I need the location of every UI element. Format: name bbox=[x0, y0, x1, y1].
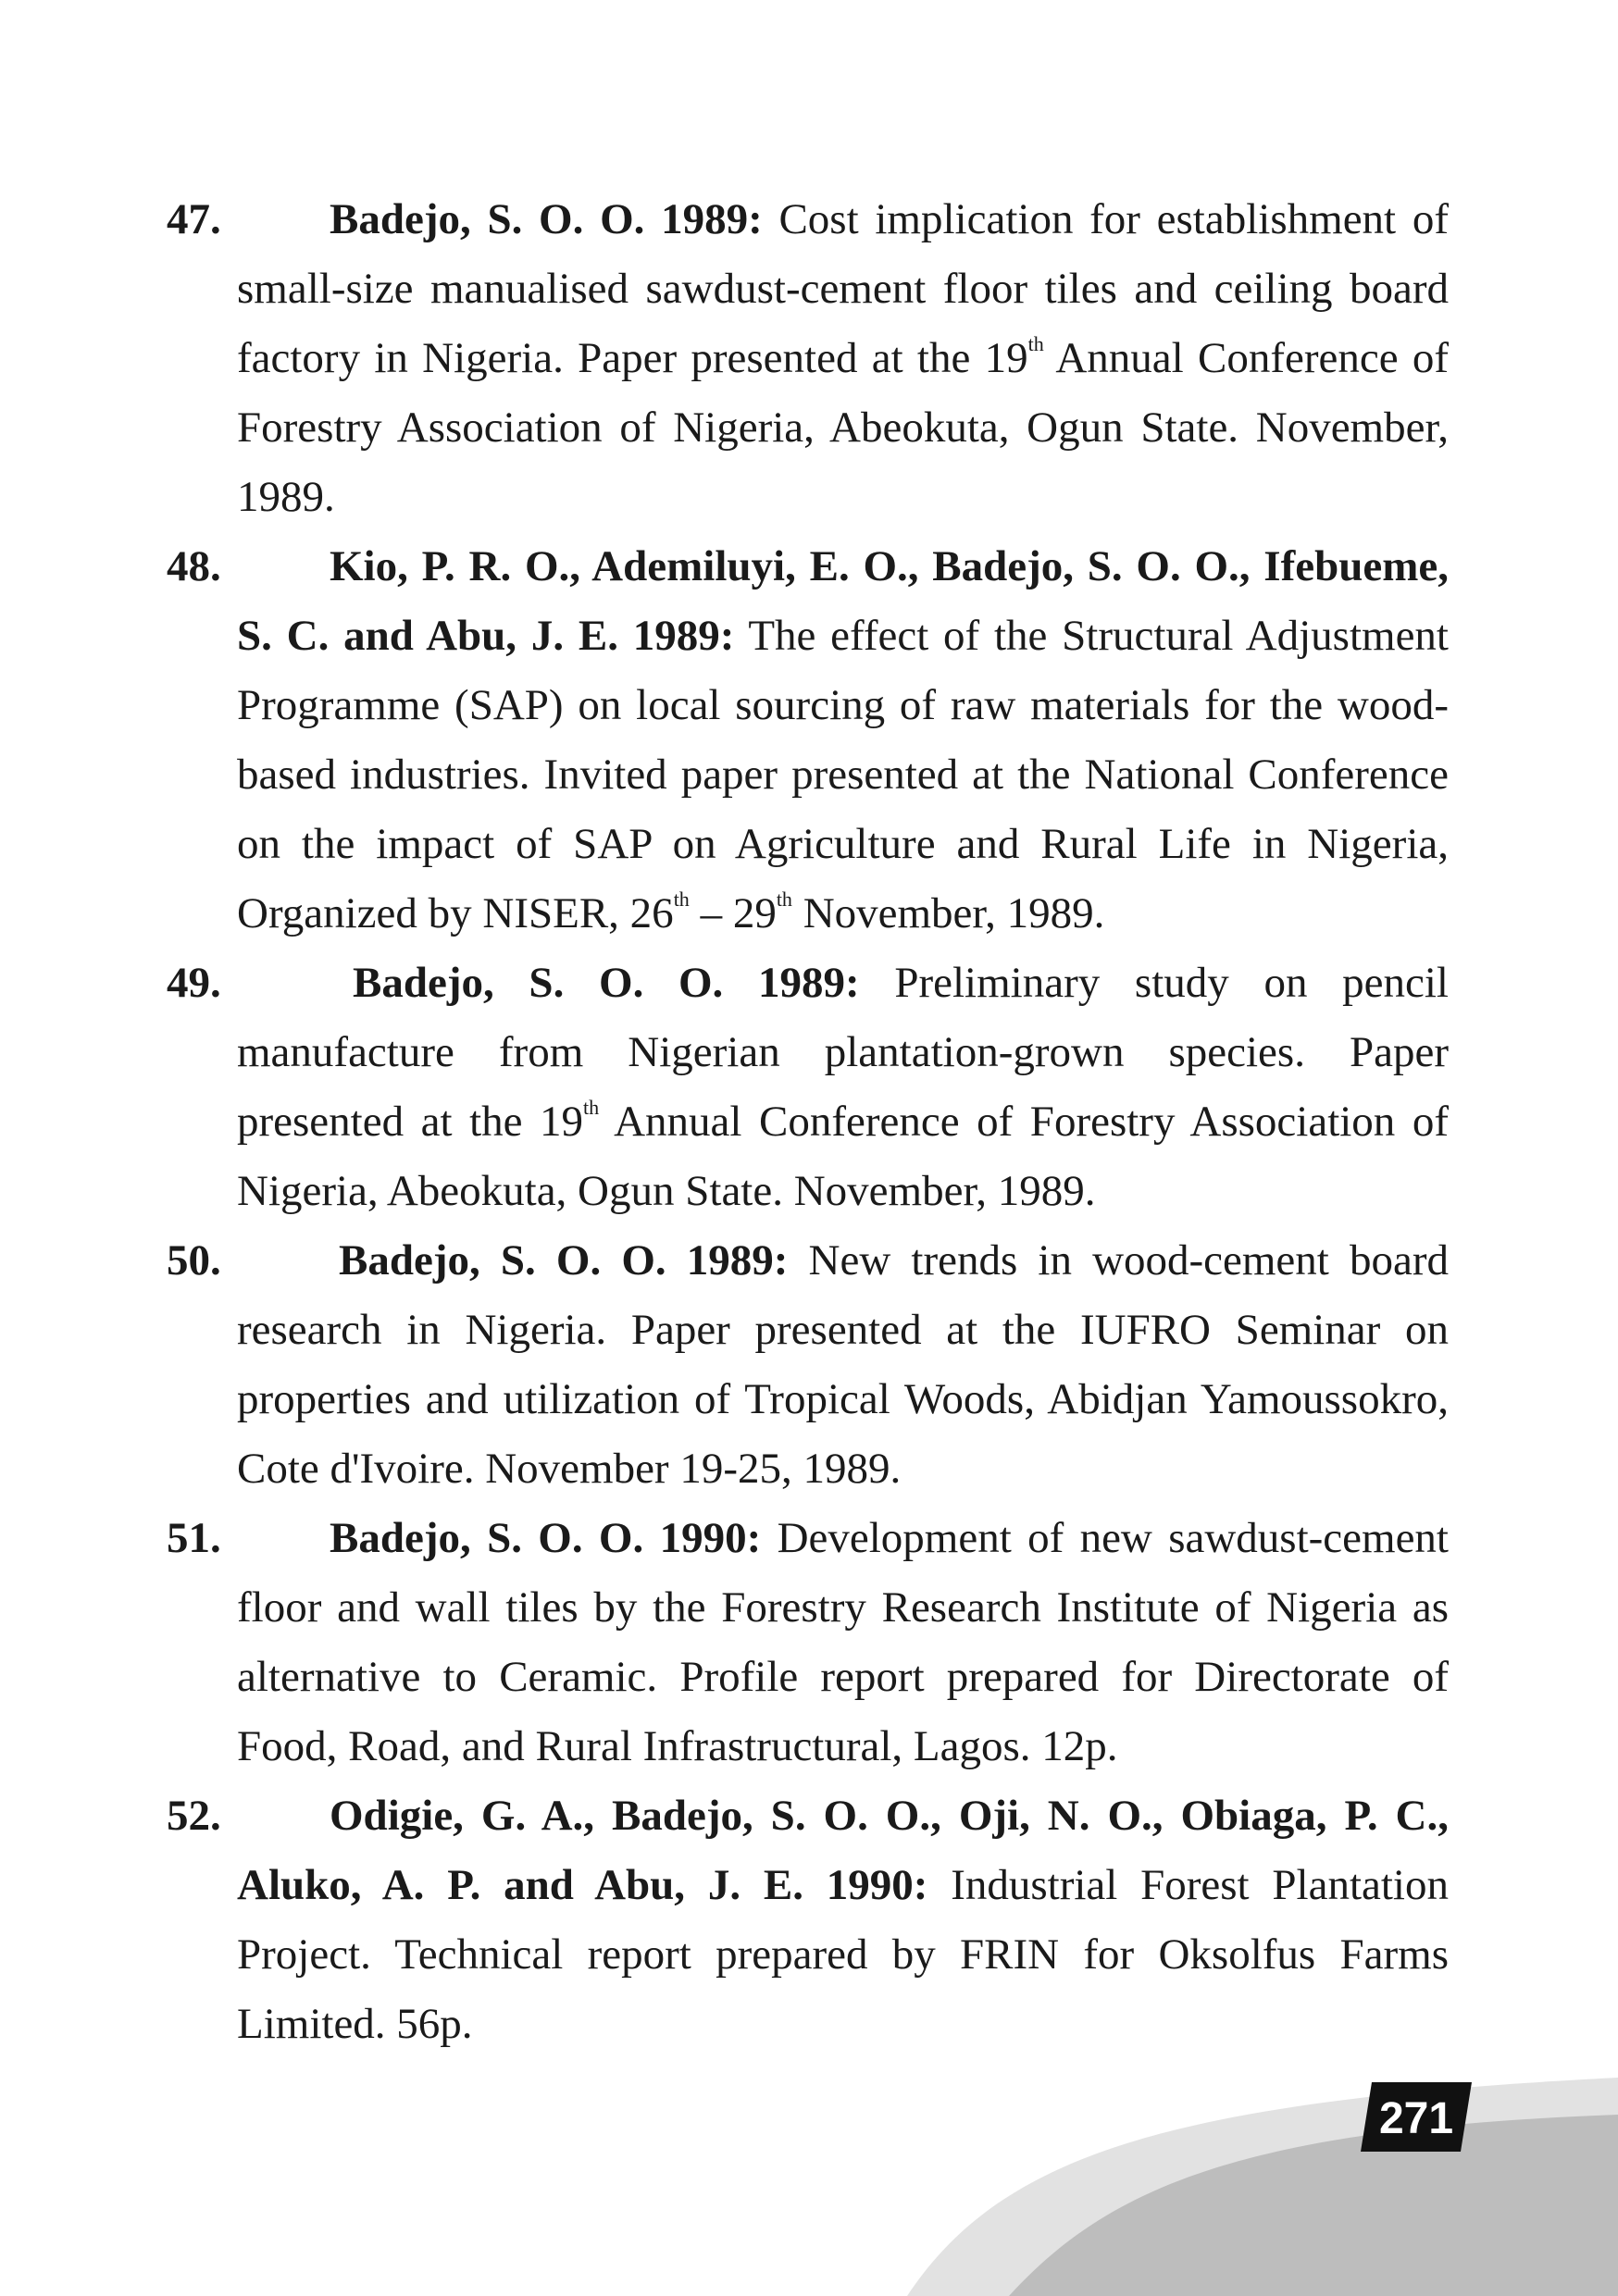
reference-authors: Odigie, G. A., Badejo, S. O. O., Oji, N. O., Obiaga, P. C., Aluko, A. P. and Abu, J. E. 1990: bbox=[237, 1792, 1449, 1909]
reference-number: 51. bbox=[167, 1514, 221, 1562]
reference-text: Badejo, S. O. O. 1989: Cost implication for establishment of small-size manualised sawdust-cement floor tiles and ceiling board factory in Nigeria. Paper presented at the 19th Annual Conference of Forestry Association of Nigeria, Abeokuta, Ogun State. November, 1989. bbox=[237, 195, 1449, 521]
reference-authors: Kio, P. R. O., Ademiluyi, E. O., Badejo, S. O. O., Ifebueme, S. C. and Abu, J. E. 1989: bbox=[237, 542, 1449, 660]
reference-item bbox=[167, 1781, 1449, 2059]
reference-number: 49. bbox=[167, 959, 221, 1007]
reference-item bbox=[167, 949, 1449, 1226]
reference-text: Odigie, G. A., Badejo, S. O. O., Oji, N. O., Obiaga, P. C., Aluko, A. P. and Abu, J. E. 1990: Industrial Forest Plantation Project. Technical report prepared by FRIN for Oksolfus Farms Limited. 56p. bbox=[237, 1792, 1449, 2048]
reference-authors: Badejo, S. O. O. 1989: bbox=[339, 1236, 789, 1285]
reference-item bbox=[167, 1226, 1449, 1504]
reference-number: 47. bbox=[167, 195, 221, 243]
page-number: 271 bbox=[1378, 2094, 1454, 2143]
references-list bbox=[167, 185, 1449, 2059]
reference-text: Badejo, S. O. O. 1990: Development of new sawdust-cement floor and wall tiles by the Forestry Research Institute of Nigeria as alternative to Ceramic. Profile report prepared for Directorate of Food, Road, and Rural Infrastructural, Lagos. 12p. bbox=[237, 1514, 1449, 1770]
reference-text: Kio, P. R. O., Ademiluyi, E. O., Badejo, S. O. O., Ifebueme, S. C. and Abu, J. E. 1989: The effect of the Structural Adjustment Programme (SAP) on local sourcing of raw materials for the wood-based industries. Invited paper presented at the National Conference on the impact of SAP on Agriculture and Rural Life in Nigeria, Organized by NISER, 26th – 29th November, 1989. bbox=[237, 542, 1449, 937]
reference-authors: Badejo, S. O. O. 1989: bbox=[353, 959, 860, 1007]
reference-item bbox=[167, 185, 1449, 532]
reference-item bbox=[167, 532, 1449, 949]
reference-item bbox=[167, 1504, 1449, 1781]
reference-number: 52. bbox=[167, 1792, 221, 1840]
reference-text: Badejo, S. O. O. 1989: New trends in wood-cement board research in Nigeria. Paper presented at the IUFRO Seminar on properties and utilization of Tropical Woods, Abidjan Yamoussokro, Cote d'Ivoire. November 19-25, 1989. bbox=[237, 1236, 1449, 1493]
reference-text: Badejo, S. O. O. 1989: Preliminary study on pencil manufacture from Nigerian plantation-grown species. Paper presented at the 19th Annual Conference of Forestry Association of Nigeria, Abeokuta, Ogun State. November, 1989. bbox=[237, 959, 1449, 1215]
reference-number: 48. bbox=[167, 542, 221, 590]
reference-authors: Badejo, S. O. O. 1989: bbox=[330, 195, 763, 243]
reference-number: 50. bbox=[167, 1236, 221, 1285]
reference-authors: Badejo, S. O. O. 1990: bbox=[330, 1514, 762, 1562]
